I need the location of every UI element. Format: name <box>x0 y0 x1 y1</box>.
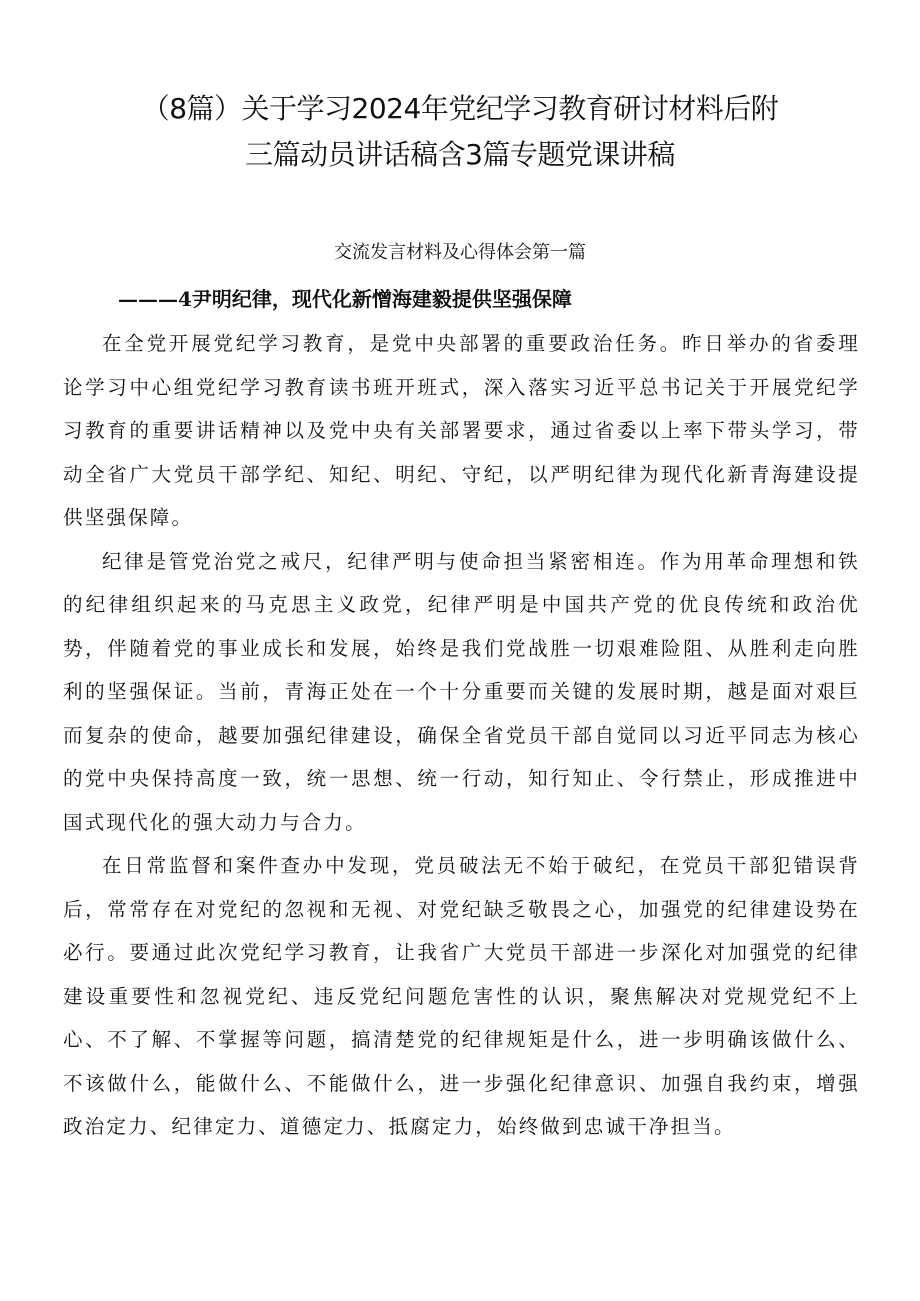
body-text <box>63 322 860 1149</box>
document-title-line-2: 三篇动员讲话稿含3篇专题党课讲稿 <box>245 138 675 171</box>
section-heading: 交流发言材料及心得体会第一篇 <box>334 242 586 263</box>
paragraph: 在日常监督和案件查办中发现，党员破法无不始于破纪，在党员干部犯错误背后，常常存在对党纪的忽视和无视、对党纪缺乏敬畏之心，加强党的纪律建设势在必行。要通过此次党纪学习教育，让我省广大党员干部进一步深化对加强党的纪律建设重要性和忽视党纪、违反党纪问题危害性的认识，聚焦解决对党规党纪不上心、不了解、不掌握等问题，搞清楚党的纪律规矩是什么，进一步明确该做什么、不该做什么，能做什么、不能做什么，进一步强化纪律意识、加强自我约束，增强政治定力、纪律定力、道德定力、抵腐定力，始终做到忠诚干净担当。 <box>63 854 860 1138</box>
paragraph: 纪律是管党治党之戒尺，纪律严明与使命担当紧密相连。作为用革命理想和铁的纪律组织起来的马克思主义政党，纪律严明是中国共产党的优良传统和政治优势，伴随着党的事业成长和发展，始终是我们党战胜一切艰难险阻、从胜利走向胜利的坚强保证。当前，青海正处在一个十分重要而关键的发展时期，越是面对艰巨而复杂的使命，越要加强纪律建设，确保全省党员干部自觉同以习近平同志为核心的党中央保持高度一致，统一思想、统一行动，知行知止、令行禁止，形成推进中国式现代化的强大动力与合力。 <box>63 549 860 834</box>
document-title-line-1: （8篇）关于学习2024年党纪学习教育研讨材料后附 <box>141 92 779 125</box>
paragraph: 在全党开展党纪学习教育，是党中央部署的重要政治任务。昨日举办的省委理论学习中心组党纪学习教育读书班开班式，深入落实习近平总书记关于开展党纪学习教育的重要讲话精神以及党中央有关部署要求，通过省委以上率下带头学习，带动全省广大党员干部学纪、知纪、明纪、守纪，以严明纪律为现代化新青海建设提供坚强保障。 <box>63 332 860 529</box>
section-subtitle: ———4尹明纪律，现代化新憎海建毅提供坚强保障 <box>118 287 572 311</box>
